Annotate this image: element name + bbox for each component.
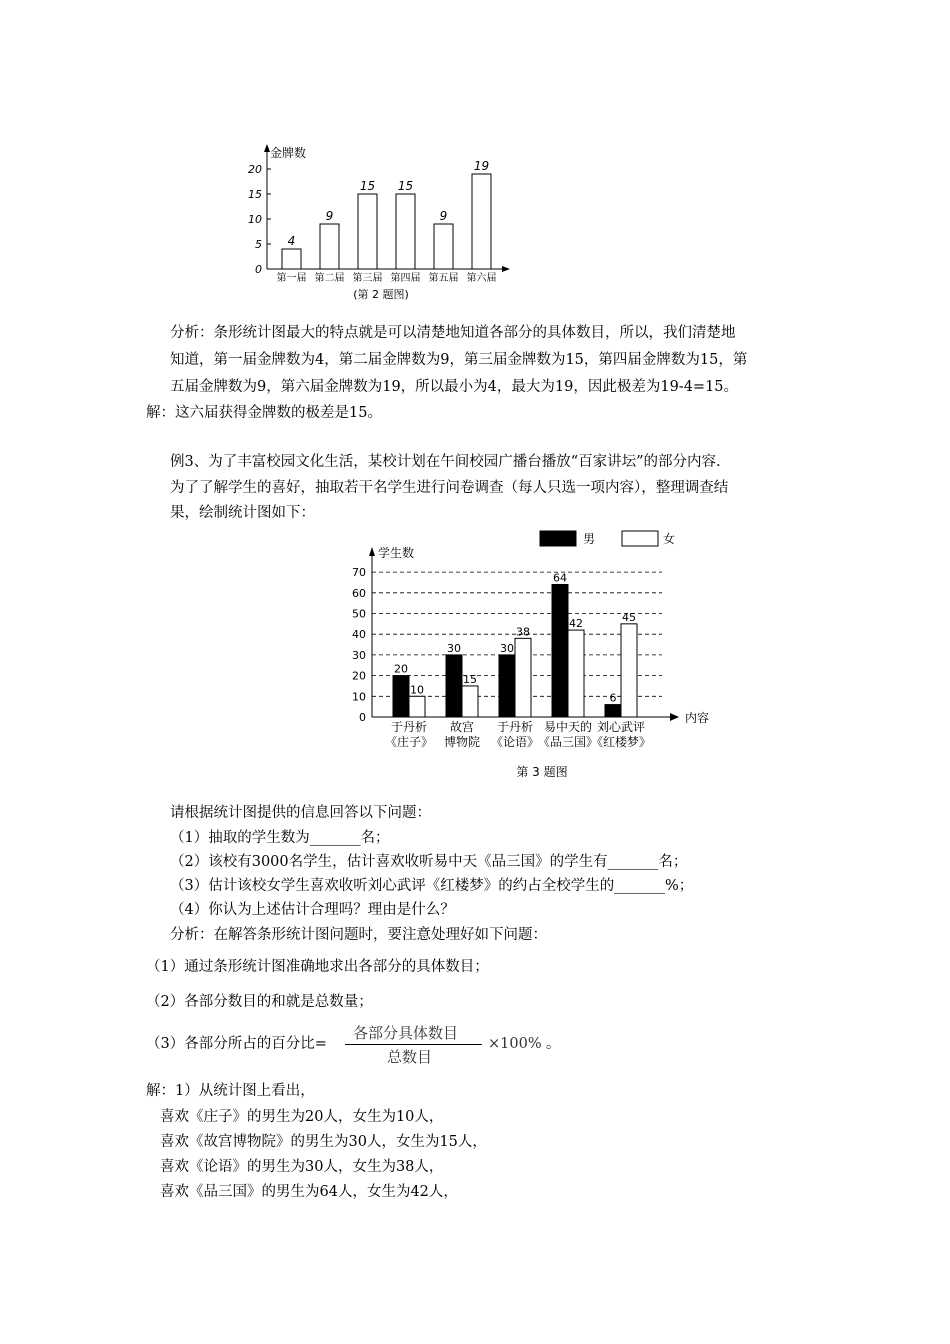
solution-line2: 喜欢《庄子》的男生为20人，女生为10人，	[160, 1109, 444, 1125]
chart1-data-label: 15	[397, 179, 414, 193]
chart2-bar-female	[409, 696, 425, 717]
chart2-legend-swatch-female	[622, 531, 658, 546]
chart2-x-tick-label: 《论语》	[490, 735, 540, 749]
chart2-bar-male	[393, 676, 409, 717]
chart2-bar-female	[621, 624, 637, 717]
chart1-bar	[472, 174, 491, 269]
chart2-x-tick-label: 于丹析	[390, 720, 428, 734]
chart1-x-tick-label: 第三届	[352, 273, 383, 284]
chart2-x-title: 内容	[685, 711, 710, 725]
solution-line3: 喜欢《故宫博物院》的男生为30人，女生为15人，	[160, 1134, 487, 1150]
analysis1-line3: 五届金牌数为9，第六届金牌数为19，所以最小为4，最大为19，因此极差为19-4=15。	[170, 379, 739, 395]
chart2-x-tick-label: 易中天的	[543, 720, 593, 734]
chart1-y-tick-label: 20	[248, 163, 262, 176]
chart2-x-tick-label: 《品三国》	[537, 735, 599, 749]
student-bar-chart	[342, 520, 742, 782]
question-1: （1）抽取的学生数为_______名；	[170, 830, 390, 846]
chart2-y-title: 学生数	[378, 546, 415, 560]
chart2-data-label-female: 10	[410, 683, 424, 697]
chart2-legend-label-female: 女	[663, 532, 676, 546]
chart1-bar	[282, 249, 301, 269]
answer1: 解：这六届获得金牌数的极差是15。	[146, 405, 382, 421]
chart1-bar	[320, 224, 339, 269]
chart2-bar-female	[462, 686, 478, 717]
chart2-y-tick-label: 70	[352, 566, 366, 580]
chart1-y-tick-label: 15	[248, 188, 262, 201]
fraction-bar	[345, 1044, 482, 1045]
point-1: （1）通过条形统计图准确地求出各部分的具体数目；	[146, 959, 489, 975]
chart1-caption: (第 2 题图)	[353, 288, 409, 301]
chart2-data-label-female: 42	[569, 617, 583, 631]
chart1-data-label: 4	[287, 234, 296, 248]
chart2-x-tick-label: 于丹析	[496, 720, 534, 734]
chart2-x-tick-label: 故宫	[449, 720, 475, 734]
question-4: （4）你认为上述估计合理吗？理由是什么？	[170, 902, 455, 918]
chart1-bar	[358, 194, 377, 269]
chart2-bar-male	[605, 705, 621, 717]
chart2-bar-male	[499, 655, 515, 717]
chart2-legend-label-male: 男	[583, 532, 596, 546]
example3-line2: 为了了解学生的喜好，抽取若干名学生进行问卷调查（每人只选一项内容），整理调查结	[170, 480, 729, 496]
chart2-bar-male	[552, 585, 568, 717]
chart1-data-label: 9	[325, 209, 334, 223]
point-2: （2）各部分数目的和就是总数量；	[146, 994, 373, 1010]
chart2-bar-female	[568, 630, 584, 717]
chart2-bar-male	[446, 655, 462, 717]
chart2-x-tick-label: 《庄子》	[384, 735, 434, 749]
percentage-fraction	[345, 1022, 490, 1066]
chart1-data-label: 19	[473, 159, 490, 173]
solution-line1: 解：1）从统计图上看出，	[146, 1083, 315, 1099]
chart2-x-tick-label: 刘心武评	[596, 720, 646, 734]
chart2-data-label-female: 45	[622, 610, 636, 624]
analysis1-line2: 知道，第一届金牌数为4，第二届金牌数为9，第三届金牌数为15，第四届金牌数为15，第	[170, 352, 748, 368]
chart2-y-tick-label: 40	[352, 628, 366, 642]
question-2: （2）该校有3000名学生，估计喜欢收听易中天《品三国》的学生有_______名；	[170, 854, 688, 870]
medal-bar-chart	[236, 140, 516, 305]
analysis2-intro: 分析：在解答条形统计图问题时，要注意处理好如下问题：	[170, 927, 547, 943]
chart2-y-tick-label: 20	[352, 669, 366, 683]
solution-line4: 喜欢《论语》的男生为30人，女生为38人，	[160, 1159, 444, 1175]
chart2-caption: 第 3 题图	[516, 765, 568, 779]
chart1-x-tick-label: 第六届	[466, 273, 497, 284]
chart2-data-label-female: 15	[463, 672, 477, 686]
chart2-data-label-male: 20	[394, 662, 408, 676]
chart2-y-tick-label: 0	[359, 711, 366, 724]
point-3-end: 。	[546, 1036, 561, 1052]
fraction-suffix: ×100%	[488, 1036, 542, 1052]
chart1-data-label: 15	[359, 179, 376, 193]
chart1-data-label: 9	[439, 209, 448, 223]
point-3-prefix: （3）各部分所占的百分比=	[146, 1036, 327, 1052]
chart2-data-label-male: 30	[447, 641, 461, 655]
chart2-x-tick-label: 《红楼梦》	[590, 735, 652, 749]
chart1-x-tick-label: 第一届	[276, 273, 307, 284]
chart2-data-label-male: 6	[609, 691, 617, 705]
chart2-y-tick-label: 30	[352, 648, 366, 662]
question-intro: 请根据统计图提供的信息回答以下问题：	[170, 805, 431, 821]
chart1-bar	[434, 224, 453, 269]
chart1-y-tick-label: 5	[255, 238, 262, 251]
solution-line5: 喜欢《品三国》的男生为64人，女生为42人，	[160, 1184, 458, 1200]
chart1-y-tick-label: 0	[255, 263, 262, 276]
chart1-x-tick-label: 第二届	[314, 273, 345, 284]
chart2-y-tick-label: 10	[352, 690, 366, 704]
chart1-bar	[396, 194, 415, 269]
example3-line1: 例3、为了丰富校园文化生活，某校计划在午间校园广播台播放“百家讲坛”的部分内容.	[170, 454, 721, 470]
chart2-data-label-female: 38	[516, 625, 530, 639]
chart2-data-label-male: 64	[553, 571, 567, 585]
chart2-legend-swatch-male	[540, 531, 576, 546]
chart1-y-tick-label: 10	[248, 213, 262, 226]
chart2-y-tick-label: 60	[352, 586, 366, 600]
analysis1-line1: 分析：条形统计图最大的特点就是可以清楚地知道各部分的具体数目，所以，我们清楚地	[170, 325, 736, 341]
fraction-denominator: 总数目	[387, 1048, 433, 1066]
chart1-x-tick-label: 第五届	[428, 273, 459, 284]
fraction-numerator: 各部分具体数目	[353, 1024, 459, 1042]
question-3: （3）估计该校女学生喜欢收听刘心武评《红楼梦》的约占全校学生的_______%；	[170, 878, 694, 894]
chart2-y-tick-label: 50	[352, 607, 366, 621]
chart2-x-tick-label: 博物院	[443, 735, 481, 749]
example3-line3: 果，绘制统计图如下：	[170, 505, 315, 521]
chart2-data-label-male: 30	[500, 641, 514, 655]
chart2-bar-female	[515, 638, 531, 717]
chart1-y-title: 金牌数	[270, 146, 307, 160]
chart1-x-tick-label: 第四届	[390, 273, 421, 284]
